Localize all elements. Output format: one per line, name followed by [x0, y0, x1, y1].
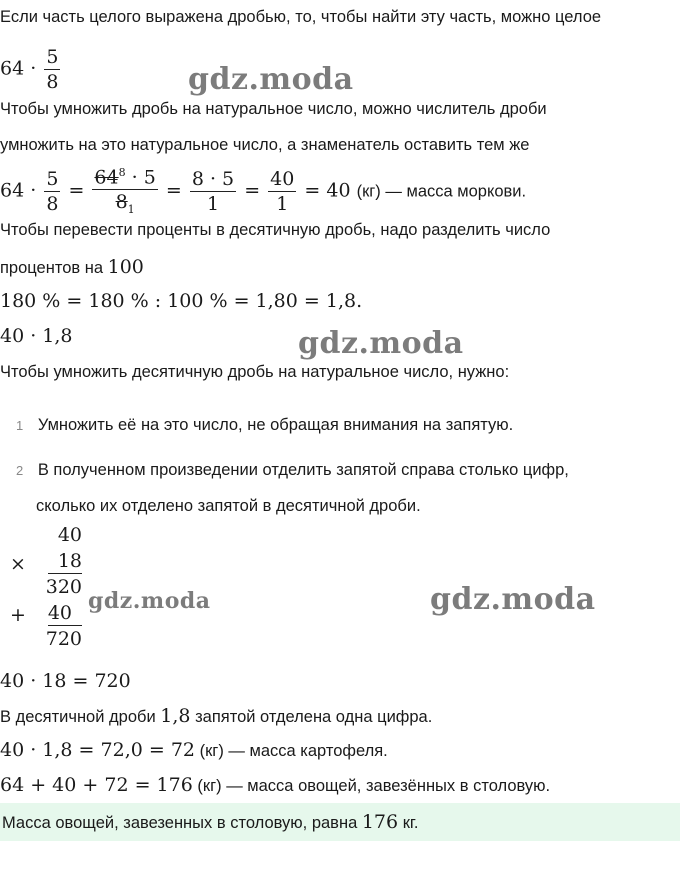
equals-sign: =	[165, 179, 182, 202]
col-partial-2: 40	[47, 602, 72, 624]
col-divider	[48, 573, 82, 574]
answer-value: 176	[361, 811, 399, 833]
math-term: 64 ·	[0, 57, 37, 80]
text-line-4: Чтобы перевести проценты в десятичную дробь, надо разделить число	[0, 221, 551, 239]
text-line-6: Чтобы умножить десятичную дробь на натуральное число, нужно:	[0, 363, 510, 381]
col-partial-1: 320	[45, 576, 82, 598]
answer-box	[0, 803, 680, 841]
list-item: 1 Умножить её на это число, не обращая внимания на запятую.	[16, 416, 514, 434]
text-line-3: умножить на это натуральное число, а знаменатель оставить тем же	[0, 136, 530, 154]
math-result: 40 · 18 = 720	[0, 670, 131, 692]
col-factor-b: 18	[57, 550, 82, 572]
math-multiply: 40 · 1,8	[0, 325, 73, 347]
equals-sign: =	[244, 179, 261, 202]
total-line: 64 + 40 + 72 = 176 (кг) — масса овощей, завезённых в столовую.	[0, 774, 551, 796]
math-term: 64 + 40 + 72 = 176	[0, 774, 193, 796]
equals-sign: =	[68, 179, 85, 202]
watermark-1: gdz.moda	[188, 62, 354, 97]
list-item: 2 В полученном произведении отделить запятой справа столько цифр,	[16, 461, 569, 479]
text-line-1: Если часть целого выражена дробью, то, чтобы найти эту часть, можно целое	[0, 8, 602, 26]
fraction: $\frac{5}{8}$	[46, 46, 59, 93]
math-carrots	[0, 162, 526, 221]
col-factor-a: 40	[57, 524, 82, 546]
watermark-2: gdz.moda	[298, 326, 464, 361]
fraction: $\frac{40}{1}$	[270, 168, 295, 216]
col-sum: 720	[45, 628, 82, 650]
carrots-text: (кг) — масса моркови.	[356, 182, 527, 201]
math-term: 100	[107, 256, 144, 278]
text-line-8: В десятичной дроби 1,8 запятой отделена одна цифра.	[0, 705, 433, 727]
text-line-2: Чтобы умножить дробь на натуральное число, можно числитель дроби	[0, 100, 547, 118]
answer-unit: кг.	[402, 814, 419, 832]
watermark-3: gdz.moda	[88, 588, 211, 614]
fraction: $\frac{5}{8}$	[46, 168, 59, 216]
potato-line: 40 · 1,8 = 72,0 = 72 (кг) — масса картофеля.	[0, 739, 388, 761]
watermark-4: gdz.moda	[430, 582, 596, 617]
answer-text: Масса овощей, завезенных в столовую, равна	[2, 814, 358, 832]
math-term: 40 · 1,8 = 72,0 = 72	[0, 739, 195, 761]
math-term: 1,8	[160, 705, 191, 727]
fraction: $\frac{8 \cdot 5}{1}$	[191, 168, 235, 216]
plus-sign: +	[10, 604, 26, 626]
text-line-5: процентов на 100	[0, 256, 144, 278]
math-term: 64 ·	[0, 179, 37, 202]
fraction-cancel: $\frac{64^8 \cdot 5}{8_1}$	[92, 162, 157, 221]
math-percent: 180 % = 180 % : 100 % = 1,80 = 1,8.	[0, 290, 363, 312]
math-term: = 40	[304, 179, 351, 202]
col-divider	[48, 625, 82, 626]
list-item-cont: сколько их отделено запятой в десятичной дроби.	[36, 497, 421, 515]
math-line-1	[0, 46, 62, 93]
times-sign: ×	[10, 553, 26, 575]
